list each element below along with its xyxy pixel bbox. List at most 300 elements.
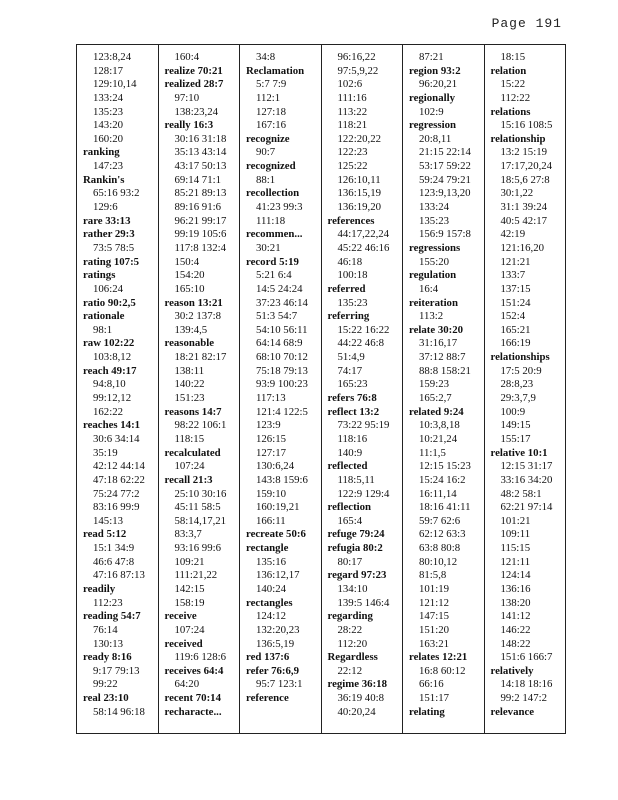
index-reference: 9:17 79:13 [93,664,140,677]
index-reference: 134:10 [337,582,368,595]
index-reference: 127:18 [256,105,286,118]
index-reference: 112:20 [337,637,368,650]
index-word: recreate 50:6 [246,528,306,541]
index-reference: 30:16 31:18 [174,132,227,145]
index-reference: 13:2 15:19 [500,146,547,159]
index-reference: 45:22 46:16 [337,241,390,254]
index-reference: 80:17 [337,555,363,568]
index-reference: 42:12 44:14 [93,460,145,473]
index-word: realize 70:21 [164,64,223,77]
index-reference: 15:16 108:5 [500,119,553,132]
index-reference: 139:5 146:4 [337,596,390,609]
index-reference: 83:16 99:9 [93,501,140,514]
index-reference: 18:5,6 27:8 [500,173,550,186]
index-reference: 45:11 58:5 [174,501,221,514]
index-reference: 96:20,21 [419,78,458,91]
index-reference: 141:12 [500,610,531,623]
index-reference: 76:14 [93,623,118,636]
index-word: refuge 79:24 [327,528,385,541]
index-reference: 28:22 [337,623,363,636]
index-reference: 16:4 [419,282,439,295]
index-reference: 128:17 [93,64,123,77]
index-reference: 59:7 62:6 [419,514,461,527]
index-reference: 88:1 [256,173,276,186]
index-word: reach 49:17 [83,364,137,377]
index-word: reflected [327,460,368,473]
index-reference: 100:18 [337,269,368,282]
index-reference: 155:17 [500,432,531,445]
index-reference: 165:23 [337,378,368,391]
index-word: regard 97:23 [327,569,387,582]
index-reference: 139:4,5 [174,323,208,336]
index-reference: 46:6 47:8 [93,555,135,568]
index-reference: 109:11 [500,528,531,541]
index-reference: 122:23 [337,146,368,159]
index-reference: 165:21 [500,323,531,336]
index-reference: 165:10 [174,282,205,295]
index-reference: 146:22 [500,623,531,636]
index-reference: 93:9 100:23 [256,378,308,391]
index-reference: 81:5,8 [419,569,447,582]
index-reference: 22:12 [337,664,363,677]
index-reference: 124:14 [500,569,531,582]
index-word: relate 30:20 [409,323,464,336]
index-reference: 29:3,7,9 [500,392,536,405]
index-reference: 130:6,24 [256,460,295,473]
index-reference: 98:22 106:1 [174,419,227,432]
index-reference: 64:20 [174,678,200,691]
index-reference: 63:8 80:8 [419,542,461,555]
index-reference: 118:16 [337,432,368,445]
index-reference: 122:20,22 [337,132,381,145]
index-reference: 151:17 [419,692,449,705]
index-word: relatively [490,664,534,677]
index-reference: 126:15 [256,432,286,445]
index-reference: 160:19,21 [256,501,300,514]
index-reference: 99:22 [93,678,118,691]
index-reference: 149:15 [500,419,531,432]
index-column-6 [485,45,566,733]
index-reference: 135:23 [419,214,449,227]
index-reference: 93:16 99:6 [174,542,221,555]
index-word: rectangle [246,542,289,555]
index-reference: 103:8,12 [93,351,132,364]
index-reference: 137:15 [500,282,531,295]
index-reference: 51:4,9 [337,351,365,364]
index-word: relations [490,105,531,118]
index-reference: 17:5 20:9 [500,364,542,377]
index-reference: 28:8,23 [500,378,534,391]
index-reference: 154:20 [174,269,205,282]
index-reference: 133:24 [419,201,449,214]
index-word: reflect 13:2 [327,405,380,418]
index-reference: 99:12,12 [93,392,132,405]
index-reference: 47:18 62:22 [93,473,145,486]
index-word: record 5:19 [246,255,299,268]
index-reference: 138:23,24 [174,105,218,118]
index-reference: 88:8 158:21 [419,364,471,377]
index-reference: 135:16 [256,555,286,568]
index-word: referring [327,310,370,323]
index-reference: 40:5 42:17 [500,214,547,227]
index-reference: 122:9 129:4 [337,487,390,500]
index-word: recall 21:3 [164,473,213,486]
index-word: recollection [246,187,300,200]
index-reference: 140:24 [256,582,286,595]
index-reference: 99:19 105:6 [174,228,227,241]
index-reference: 167:16 [256,119,286,132]
index-reference: 145:13 [93,514,123,527]
index-reference: 48:2 58:1 [500,487,542,500]
index-word: ratio 90:2,5 [83,296,136,309]
index-reference: 14:18 18:16 [500,678,553,691]
index-reference: 111:21,22 [174,569,218,582]
index-reference: 16:8 60:12 [419,664,466,677]
index-reference: 30:6 34:14 [93,432,140,445]
index-reference: 102:9 [419,105,444,118]
index-word: region 93:2 [409,64,461,77]
index-reference: 35:19 [93,446,118,459]
index-reference: 123:8,24 [93,51,132,63]
index-reference: 21:15 22:14 [419,146,471,159]
index-word: recalculated [164,446,221,459]
index-reference: 151:20 [419,623,449,636]
index-word: receive [164,610,197,623]
index-reference: 12:15 15:23 [419,460,471,473]
index-reference: 147:23 [93,160,123,173]
index-reference: 10:3,8,18 [419,419,460,432]
index-reference: 107:24 [174,460,205,473]
index-column-4 [322,45,404,733]
index-reference: 121:21 [500,255,531,268]
index-reference: 74:17 [337,364,363,377]
index-reference: 16:11,14 [419,487,457,500]
index-reference: 18:15 [500,51,526,63]
index-reference: 160:4 [174,51,200,63]
index-reference: 152:4 [500,310,526,323]
index-reference: 117:8 132:4 [174,241,226,254]
index-word: Reclamation [246,64,305,77]
index-reference: 62:21 97:14 [500,501,553,514]
index-reference: 111:18 [256,214,286,227]
index-word: reading 54:7 [83,610,141,623]
index-reference: 47:16 87:13 [93,569,145,582]
index-word: regressions [409,241,461,254]
index-reference: 113:2 [419,310,444,323]
index-reference: 41:23 99:3 [256,201,303,214]
index-reference: 155:20 [419,255,449,268]
index-reference: 143:8 159:6 [256,473,308,486]
index-reference: 36:19 40:8 [337,692,384,705]
index-reference: 143:20 [93,119,123,132]
index-reference: 126:10,11 [337,173,381,186]
index-reference: 140:22 [174,378,205,391]
index-word: refugia 80:2 [327,542,383,555]
index-reference: 136:16 [500,582,531,595]
index-reference: 113:22 [337,105,368,118]
index-reference: 69:14 71:1 [174,173,221,186]
index-reference: 10:21,24 [419,432,458,445]
index-word: references [327,214,375,227]
index-word: relevance [490,705,535,718]
index-reference: 130:13 [93,637,123,650]
index-reference: 17:17,20,24 [500,160,553,173]
index-reference: 129:10,14 [93,78,137,91]
index-reference: 68:10 70:12 [256,351,308,364]
index-reference: 62:12 63:3 [419,528,466,541]
index-reference: 115:15 [500,542,531,555]
index-reference: 64:14 68:9 [256,337,303,350]
index-reference: 109:21 [174,555,205,568]
index-reference: 94:8,10 [93,378,126,391]
index-word: regionally [409,91,455,104]
index-word: rectangles [246,596,293,609]
index-reference: 162:22 [93,405,123,418]
index-reference: 34:8 [256,51,276,63]
index-reference: 118:15 [174,432,205,445]
index-reference: 87:21 [419,51,444,63]
index-reference: 46:18 [337,255,363,268]
index-reference: 37:23 46:14 [256,296,308,309]
index-reference: 163:21 [419,637,449,650]
index-reference: 97:10 [174,91,200,104]
index-reference: 125:22 [337,160,368,173]
index-word: relationship [490,132,546,145]
index-reference: 35:13 43:14 [174,146,227,159]
index-reference: 33:16 34:20 [500,473,553,486]
index-reference: 121:16,20 [500,241,544,254]
index-reference: 119:6 128:6 [174,651,226,664]
index-reference: 31:16,17 [419,337,458,350]
index-reference: 138:20 [500,596,531,609]
index-reference: 59:24 79:21 [419,173,471,186]
index-reference: 44:17,22,24 [337,228,390,241]
index-reference: 18:16 41:11 [419,501,471,514]
index-word: recognize [246,132,290,145]
index-reference: 83:3,7 [174,528,202,541]
index-word: related 9:24 [409,405,464,418]
index-word: recommen... [246,228,303,241]
index-reference: 73:22 95:19 [337,419,390,432]
index-word: rare 33:13 [83,214,131,227]
index-reference: 44:22 46:8 [337,337,384,350]
index-reference: 96:21 99:17 [174,214,227,227]
index-word: rationale [83,310,125,323]
index-reference: 156:9 157:8 [419,228,471,241]
index-column-3 [240,45,322,733]
index-reference: 140:9 [337,446,363,459]
index-word: regarding [327,610,373,623]
index-reference: 15:1 34:9 [93,542,135,555]
index-reference: 58:14 96:18 [93,705,145,718]
index-reference: 5:7 7:9 [256,78,287,91]
index-reference: 18:21 82:17 [174,351,227,364]
index-word: refers 76:8 [327,392,377,405]
index-reference: 101:21 [500,514,531,527]
index-word: referred [327,282,366,295]
index-word: ratings [83,269,116,282]
index-word: receives 64:4 [164,664,224,677]
index-word: Rankin's [83,173,125,186]
index-reference: 15:22 [500,78,526,91]
index-reference: 166:11 [256,514,286,527]
index-word: readily [83,582,116,595]
index-word: regression [409,119,456,132]
index-reference: 160:20 [93,132,123,145]
index-reference: 132:20,23 [256,623,300,636]
index-reference: 112:1 [256,91,281,104]
index-word: regulation [409,269,457,282]
index-reference: 95:7 123:1 [256,678,303,691]
index-reference: 65:16 93:2 [93,187,140,200]
index-word: really 16:3 [164,119,214,132]
index-word: relation [490,64,527,77]
index-word: read 5:12 [83,528,127,541]
index-reference: 166:19 [500,337,531,350]
index-reference: 159:23 [419,378,449,391]
index-reference: 135:23 [337,296,368,309]
index-reference: 106:24 [93,282,123,295]
index-word: received [164,637,203,650]
index-reference: 127:17 [256,446,286,459]
index-word: real 23:10 [83,692,129,705]
index-word: reason 13:21 [164,296,223,309]
index-reference: 75:24 77:2 [93,487,140,500]
index-reference: 151:23 [174,392,205,405]
index-word: recognized [246,160,296,173]
index-reference: 158:19 [174,596,205,609]
index-reference: 138:11 [174,364,205,377]
index-reference: 142:15 [174,582,205,595]
index-word: relationships [490,351,550,364]
index-reference: 75:18 79:13 [256,364,308,377]
index-reference: 73:5 78:5 [93,241,135,254]
index-reference: 98:1 [93,323,113,336]
index-word: reasonable [164,337,215,350]
index-word: realized 28:7 [164,78,224,91]
index-column-1 [77,45,159,733]
index-word: reference [246,692,289,705]
index-reference: 5:21 6:4 [256,269,292,282]
index-reference: 90:7 [256,146,276,159]
index-word: relating [409,705,445,718]
index-reference: 101:19 [419,582,449,595]
index-reference: 85:21 89:13 [174,187,227,200]
index-reference: 43:17 50:13 [174,160,227,173]
index-reference: 118:5,11 [337,473,375,486]
index-column-5 [403,45,485,733]
index-reference: 102:6 [337,78,363,91]
index-reference: 12:15 31:17 [500,460,553,473]
index-reference: 111:16 [337,91,367,104]
index-reference: 30:21 [256,241,281,254]
index-reference: 99:2 147:2 [500,692,547,705]
index-reference: 107:24 [174,623,205,636]
index-reference: 30:2 137:8 [174,310,221,323]
word-index-grid [76,44,566,734]
index-reference: 121:12 [419,596,449,609]
index-reference: 150:4 [174,255,200,268]
index-reference: 123:9,13,20 [419,187,471,200]
index-word: recent 70:14 [164,692,221,705]
index-reference: 117:13 [256,392,286,405]
index-reference: 121:4 122:5 [256,405,308,418]
index-reference: 159:10 [256,487,286,500]
index-reference: 40:20,24 [337,705,376,718]
index-reference: 124:12 [256,610,286,623]
index-reference: 89:16 91:6 [174,201,221,214]
index-word: red 137:6 [246,651,290,664]
index-reference: 58:14,17,21 [174,514,227,527]
index-word: reasons 14:7 [164,405,222,418]
index-word: reflection [327,501,372,514]
index-reference: 148:22 [500,637,531,650]
index-reference: 96:16,22 [337,51,376,63]
index-reference: 133:24 [93,91,123,104]
index-word: Regardless [327,651,378,664]
index-reference: 53:17 59:22 [419,160,471,173]
index-reference: 133:7 [500,269,526,282]
index-reference: 165:2,7 [419,392,452,405]
index-word: reiteration [409,296,458,309]
index-word: raw 102:22 [83,337,135,350]
page-number: Page 191 [491,16,562,31]
index-word: rather 29:3 [83,228,135,241]
index-reference: 20:8,11 [419,132,452,145]
index-reference: 66:16 [419,678,444,691]
index-reference: 11:1,5 [419,446,446,459]
index-reference: 151:24 [500,296,531,309]
index-reference: 118:21 [337,119,368,132]
index-reference: 147:15 [419,610,449,623]
index-reference: 123:9 [256,419,281,432]
index-reference: 15:22 16:22 [337,323,390,336]
index-reference: 14:5 24:24 [256,282,303,295]
index-column-2 [159,45,241,733]
index-reference: 121:11 [500,555,531,568]
index-reference: 136:15,19 [337,187,381,200]
index-reference: 135:23 [93,105,123,118]
index-word: regime 36:18 [327,678,387,691]
index-reference: 54:10 56:11 [256,323,308,336]
index-reference: 100:9 [500,405,526,418]
index-reference: 42:19 [500,228,526,241]
index-reference: 37:12 88:7 [419,351,466,364]
index-reference: 25:10 30:16 [174,487,227,500]
index-word: relative 10:1 [490,446,548,459]
index-reference: 136:19,20 [337,201,381,214]
index-word: recharacte... [164,705,222,718]
index-reference: 165:4 [337,514,363,527]
index-word: ranking [83,146,120,159]
index-reference: 15:24 16:2 [419,473,466,486]
index-reference: 136:5,19 [256,637,295,650]
index-reference: 112:22 [500,91,531,104]
index-reference: 97:5,9,22 [337,64,379,77]
index-word: relates 12:21 [409,651,468,664]
index-reference: 136:12,17 [256,569,300,582]
index-reference: 31:1 39:24 [500,201,547,214]
index-word: rating 107:5 [83,255,140,268]
index-reference: 51:3 54:7 [256,310,298,323]
index-reference: 80:10,12 [419,555,458,568]
index-reference: 151:6 166:7 [500,651,553,664]
index-reference: 30:1,22 [500,187,534,200]
index-reference: 112:23 [93,596,123,609]
index-reference: 129:6 [93,201,118,214]
index-word: reaches 14:1 [83,419,141,432]
index-word: ready 8:16 [83,651,132,664]
